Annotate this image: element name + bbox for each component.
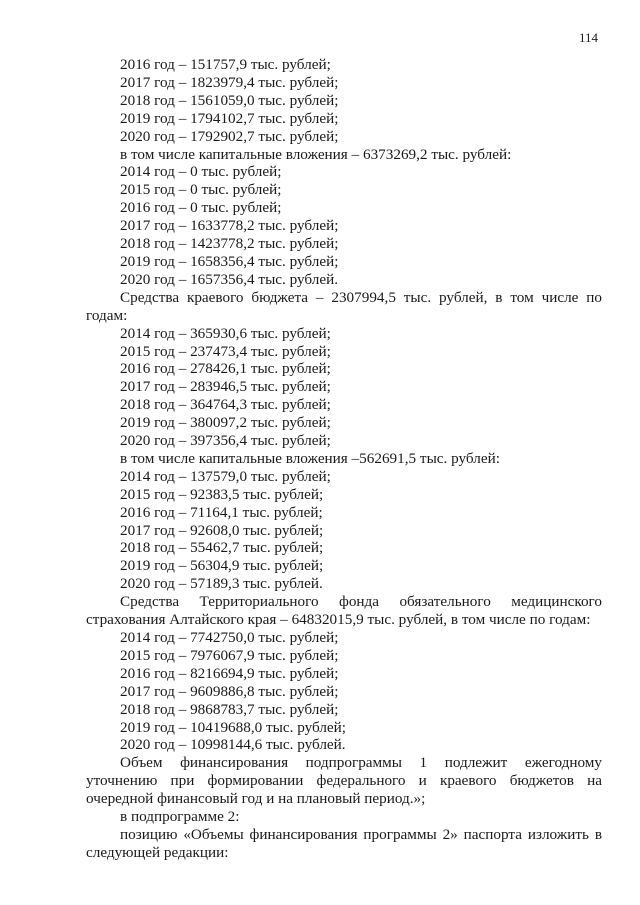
text-line: 2014 год – 137579,0 тыс. рублей; [120, 467, 331, 485]
text-line: 2019 год – 380097,2 тыс. рублей; [120, 414, 331, 432]
paragraph-regional-budget: Средства краевого бюджета – 2307994,5 тыс. рублей, в том числе по годам: [86, 288, 602, 324]
text-line: 2020 год – 397356,4 тыс. рублей; [120, 432, 331, 450]
text-line: 2016 год – 151757,9 тыс. рублей; [120, 56, 331, 73]
text-line: 2017 год – 9609886,8 тыс. рублей; [120, 682, 339, 700]
paragraph-edit-instruction: позицию «Объемы финансирования программы 2» паспорта изложить в следующей редакции: [86, 825, 602, 861]
text-line: 2016 год – 8216694,9 тыс. рублей; [120, 664, 339, 682]
text-line: 2015 год – 92383,5 тыс. рублей; [120, 485, 324, 503]
text-line: 2018 год – 364764,3 тыс. рублей; [120, 396, 331, 414]
text-line: 2018 год – 1423778,2 тыс. рублей; [120, 235, 339, 253]
text-line: в том числе капитальные вложения –562691,5 тыс. рублей: [120, 449, 500, 467]
text-line: 2019 год – 56304,9 тыс. рублей; [120, 557, 324, 575]
text-line: 2015 год – 237473,4 тыс. рублей; [120, 342, 331, 360]
text-line: 2019 год – 1658356,4 тыс. рублей; [120, 252, 339, 270]
text-line: 2017 год – 1633778,2 тыс. рублей; [120, 217, 339, 235]
text-line: 2016 год – 71164,1 тыс. рублей; [120, 503, 323, 521]
paragraph-subprogram-2: в подпрограмме 2: [120, 808, 240, 826]
text-line: 2020 год – 1657356,4 тыс. рублей. [120, 270, 338, 288]
text-line: 2016 год – 0 тыс. рублей; [120, 199, 282, 217]
text-line: 2018 год – 9868783,7 тыс. рублей; [120, 700, 339, 718]
text-line: 2014 год – 365930,6 тыс. рублей; [120, 324, 331, 342]
text-line: 2019 год – 10419688,0 тыс. рублей; [120, 718, 347, 736]
text-line: в том числе капитальные вложения – 6373269,2 тыс. рублей: [120, 145, 512, 163]
text-line: 2015 год – 0 тыс. рублей; [120, 181, 282, 199]
paragraph-funding-note: Объем финансирования подпрограммы 1 подлежит ежегодному уточнению при формировании федерального и краевого бюджетов на очередной финансовый год и на плановый период.»; [86, 754, 602, 808]
text-line: 2016 год – 278426,1 тыс. рублей; [120, 360, 331, 378]
text-line: 2020 год – 10998144,6 тыс. рублей. [120, 736, 346, 754]
text-line: 2015 год – 7976067,9 тыс. рублей; [120, 646, 339, 664]
text-line: 2017 год – 283946,5 тыс. рублей; [120, 378, 331, 396]
text-line: 2017 год – 1823979,4 тыс. рублей; [120, 73, 339, 91]
text-line: 2020 год – 57189,3 тыс. рублей. [120, 575, 323, 593]
text-line: 2018 год – 1561059,0 тыс. рублей; [120, 91, 339, 109]
paragraph-insurance-fund: Средства Территориального фонда обязательного медицинского страхования Алтайского края – 64832015,9 тыс. рублей, в том числе по годам: [86, 593, 602, 629]
document-body [86, 56, 602, 862]
text-line: 2014 год – 7742750,0 тыс. рублей; [120, 629, 339, 646]
text-line: 2018 год – 55462,7 тыс. рублей; [120, 539, 324, 557]
text-line: 2017 год – 92608,0 тыс. рублей; [120, 521, 324, 539]
text-line: 2020 год – 1792902,7 тыс. рублей; [120, 127, 339, 145]
text-line: 2014 год – 0 тыс. рублей; [120, 163, 282, 181]
text-line: 2019 год – 1794102,7 тыс. рублей; [120, 109, 339, 127]
page-number: 114 [578, 30, 598, 45]
